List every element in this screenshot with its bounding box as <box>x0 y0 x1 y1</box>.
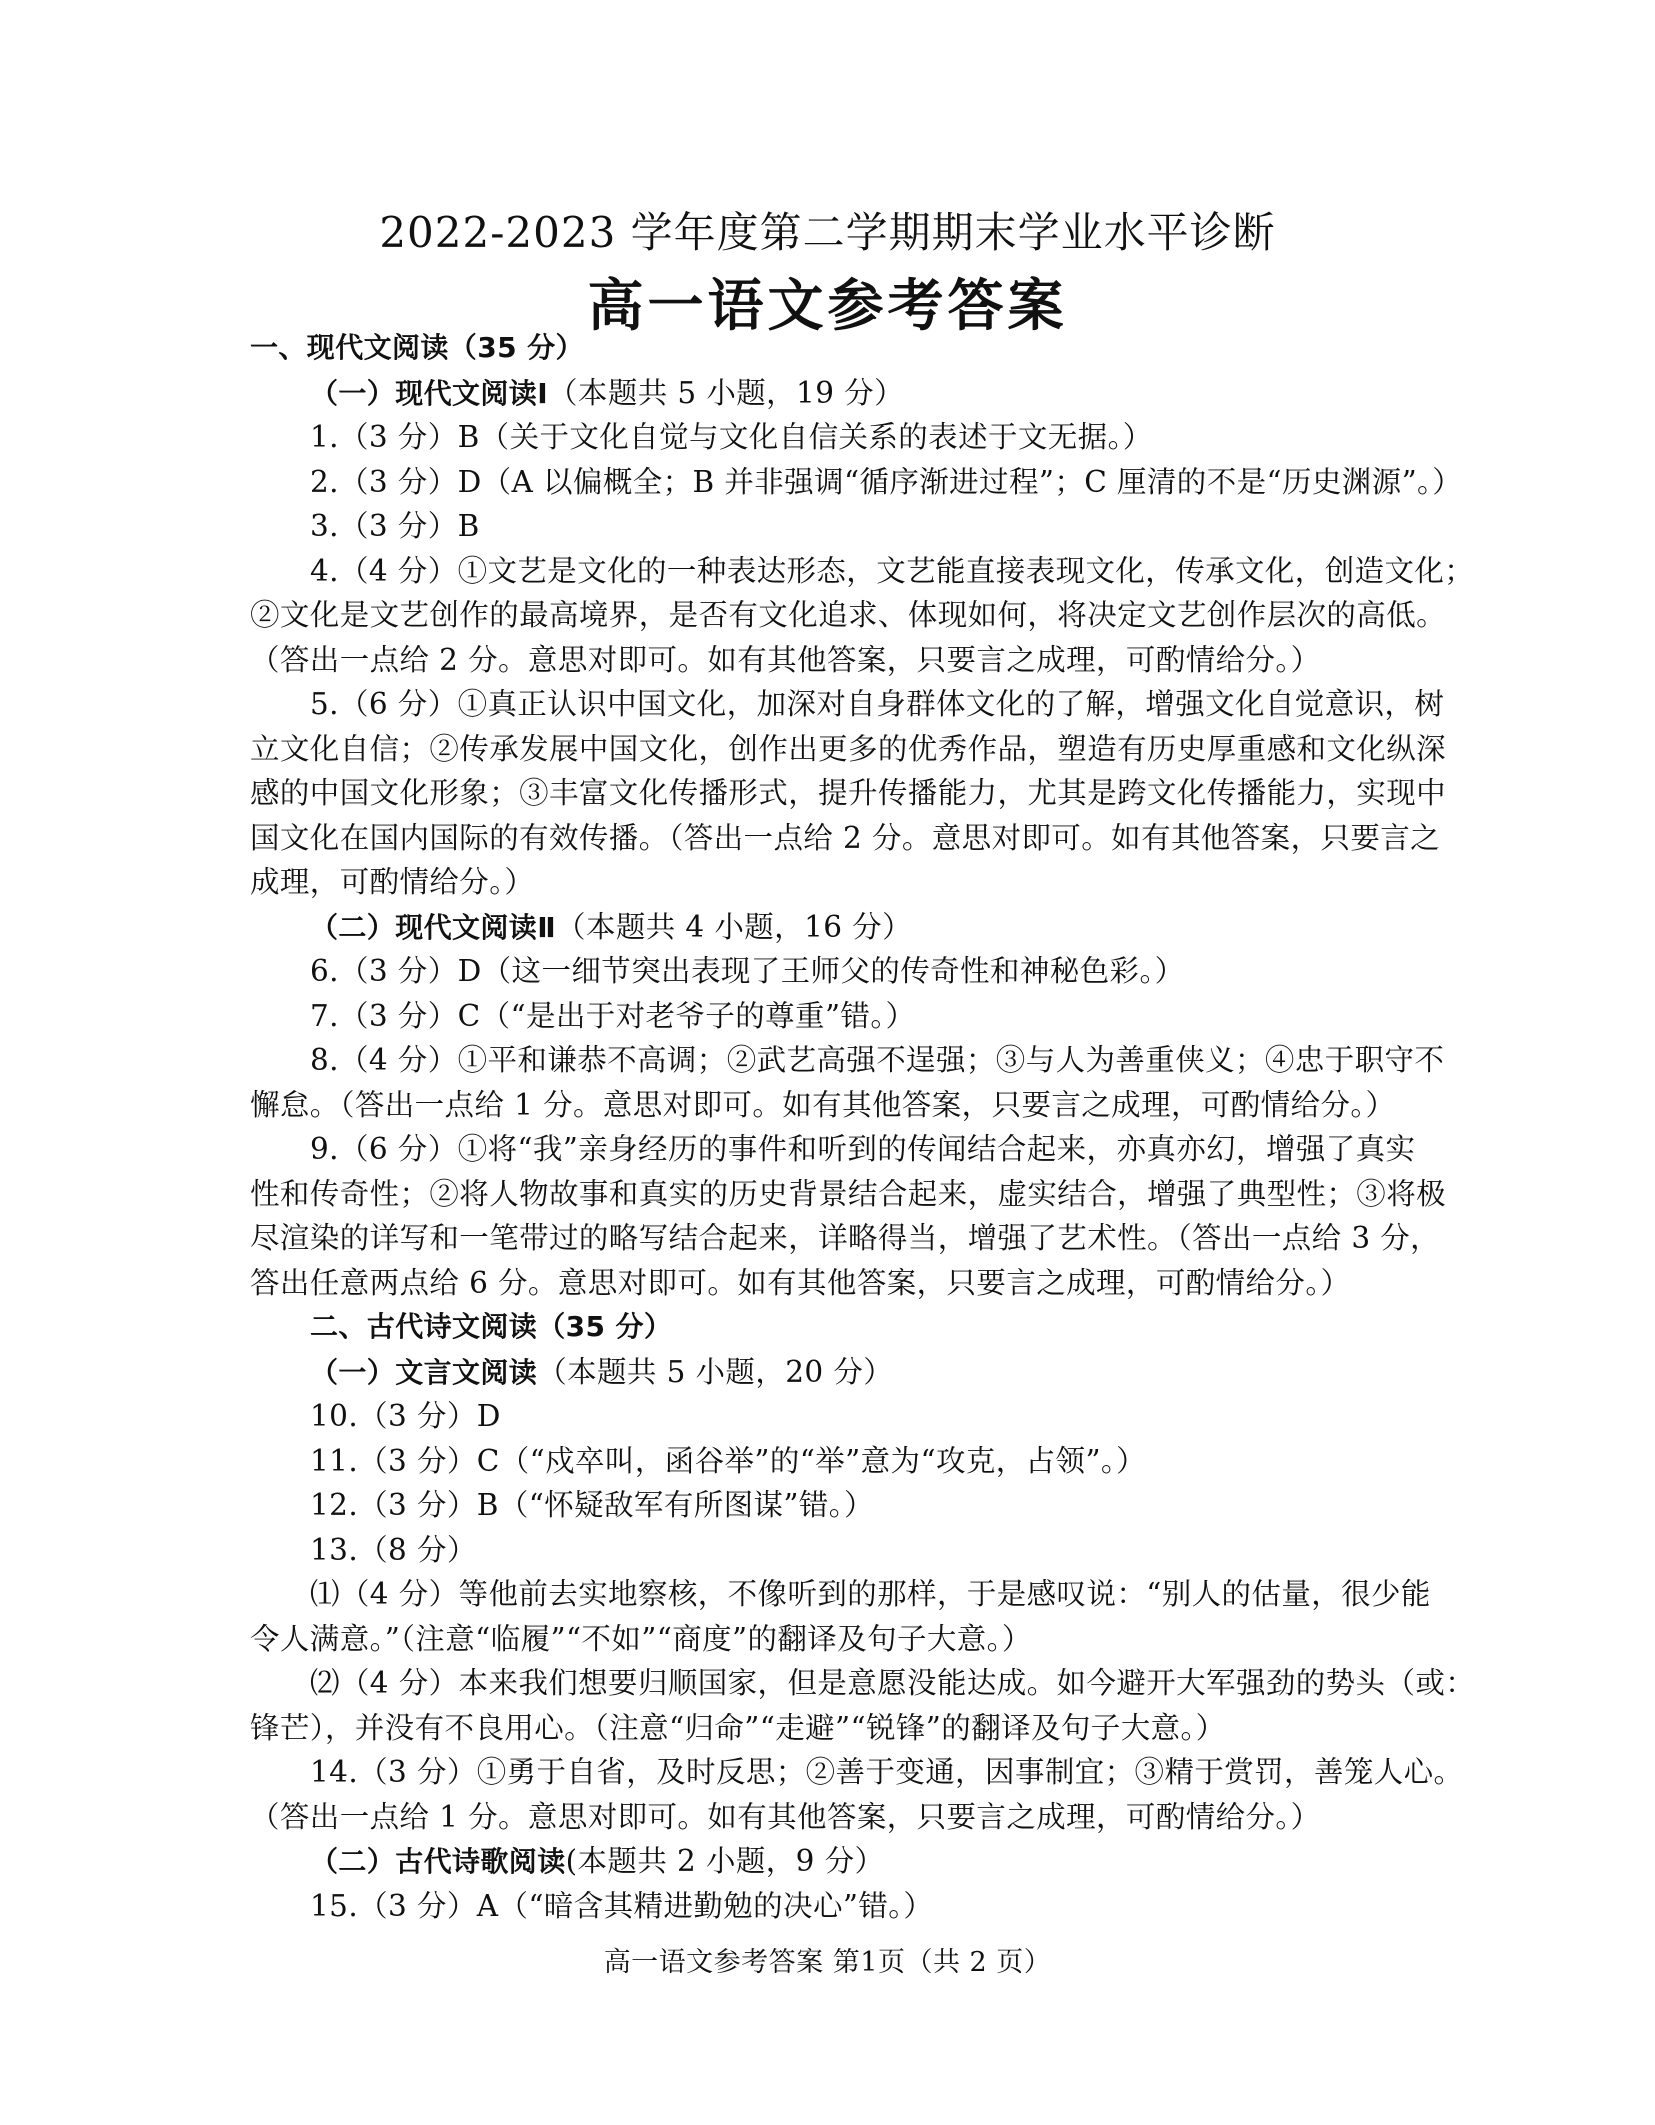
line-text: 10.（3 分）D <box>310 1399 501 1433</box>
text-line <box>250 504 1400 549</box>
text-line <box>250 905 1400 950</box>
text-line <box>250 727 1447 772</box>
line-text: 14.（3 分）①勇于自省，及时反思；②善于变通，因事制宜；③精于赏罚，善笼人心。 <box>310 1755 1464 1789</box>
line-text: （答出一点给 2 分。意思对即可。如有其他答案，只要言之成理，可酌情给分。） <box>250 642 1321 677</box>
line-text: 5.（6 分）①真正认识中国文化，加深对自身群体文化的了解，增强文化自觉意识，树 <box>310 687 1445 721</box>
exam-title: 2022-2023 学年度第二学期期末学业水平诊断 <box>379 208 1276 257</box>
line-text: （本题共 4 小题，16 分） <box>556 909 912 944</box>
text-line <box>250 638 1400 683</box>
line-text: 令人满意。”（注意“临履”“不如”“商度”的翻译及句子大意。） <box>250 1621 1032 1656</box>
text-line <box>250 1350 1400 1395</box>
line-text: 一、现代文阅读（35 分） <box>250 331 584 364</box>
line-text: 4.（4 分）①文艺是文化的一种表达形态，文艺能直接表现文化，传承文化，创造文化； <box>310 553 1475 588</box>
section-label: （二）古代诗歌阅读 <box>310 1845 566 1878</box>
line-text: 3.（3 分）B <box>310 509 480 543</box>
text-line <box>250 1661 1476 1706</box>
line-text: 尽渲染的详写和一笔带过的略写结合起来，详略得当，增强了艺术性。（答出一点给 3 分， <box>250 1221 1441 1255</box>
line-text: 答出任意两点给 6 分。意思对即可。如有其他答案，只要言之成理，可酌情给分。） <box>250 1265 1351 1300</box>
line-text: 2.（3 分）D（A 以偏概全；B 并非强调“循序渐进过程”；C 厘清的不是“历史渊源”。） <box>310 464 1463 499</box>
section-label: （一）文言文阅读 <box>310 1355 538 1389</box>
line-text: 7.（3 分）C（“是出于对老爷子的尊重”错。） <box>310 998 916 1033</box>
line-text: (本题共 2 小题，9 分） <box>565 1844 885 1878</box>
line-text: 感的中国文化形象；③丰富文化传播形式，提升传播能力，尤其是跨文化传播能力，实现中 <box>250 776 1447 810</box>
page-footer: 高一语文参考答案 第1页（共 2 页） <box>603 1947 1052 1978</box>
line-text: 9.（6 分）①将“我”亲身经历的事件和听到的传闻结合起来，亦真亦幻，增强了真实 <box>310 1132 1416 1166</box>
text-line <box>250 1083 1400 1128</box>
section-label: （一）现代文阅读Ⅰ <box>310 376 549 410</box>
text-line <box>250 326 1400 371</box>
line-text: （本题共 5 小题，20 分） <box>537 1354 894 1389</box>
line-text: 6.（3 分）D（这一细节突出表现了王师父的传奇性和神秘色彩。） <box>310 954 1185 988</box>
line-text: 11.（3 分）C（“戍卒叫，函谷举”的“举”意为“攻克，占领”。） <box>310 1443 1146 1478</box>
text-line <box>250 860 1400 905</box>
text-line <box>250 816 1441 861</box>
line-text: （答出一点给 1 分。意思对即可。如有其他答案，只要言之成理，可酌情给分。） <box>250 1799 1321 1834</box>
line-text: ②文化是文艺创作的最高境界，是否有文化追求、体现如何，将决定文艺创作层次的高低。 <box>250 598 1447 632</box>
line-text: 性和传奇性；②将人物故事和真实的历史背景结合起来，虚实结合，增强了典型性；③将极 <box>250 1176 1447 1211</box>
text-line <box>250 1617 1400 1662</box>
line-text: 15.（3 分）A（“暗含其精进勤勉的决心”错。） <box>310 1888 934 1923</box>
line-text: 二、古代诗文阅读（35 分） <box>310 1310 673 1343</box>
text-line <box>250 549 1475 594</box>
text-line <box>250 593 1447 638</box>
text-line <box>250 1261 1400 1306</box>
line-text: 国文化在国内国际的有效传播。（答出一点给 2 分。意思对即可。如有其他答案，只要言之 <box>250 820 1441 855</box>
text-line <box>250 994 1400 1039</box>
text-line <box>250 1884 1400 1929</box>
line-text: 成理，可酌情给分。） <box>250 865 535 899</box>
text-line <box>250 1483 1400 1528</box>
line-text: （本题共 5 小题，19 分） <box>548 375 904 410</box>
text-line <box>250 771 1447 816</box>
text-line <box>250 1706 1400 1751</box>
text-line <box>250 1795 1400 1840</box>
text-line <box>250 1750 1464 1795</box>
text-line <box>250 1305 1400 1350</box>
text-line <box>250 1127 1416 1172</box>
text-line <box>250 1216 1441 1261</box>
text-line <box>250 1439 1400 1484</box>
line-text: 13.（8 分） <box>310 1532 477 1567</box>
text-line <box>250 371 1400 416</box>
line-text: 1.（3 分）B（关于文化自觉与文化自信关系的表述于文无据。） <box>310 420 1153 454</box>
line-text: 12.（3 分）B（“怀疑敌军有所图谋”错。） <box>310 1488 874 1522</box>
section-label: （二）现代文阅读Ⅱ <box>310 910 557 944</box>
line-text: 锋芒），并没有不良用心。（注意“归命”“走避”“锐锋”的翻译及句子大意。） <box>250 1710 1226 1745</box>
text-line <box>250 1038 1445 1083</box>
text-line <box>250 1572 1431 1617</box>
text-line <box>250 415 1400 460</box>
line-text: 懈怠。（答出一点给 1 分。意思对即可。如有其他答案，只要言之成理，可酌情给分。） <box>250 1087 1396 1122</box>
text-line <box>250 1394 1400 1439</box>
text-line <box>250 1839 1400 1884</box>
text-line <box>250 949 1400 994</box>
text-line <box>250 682 1445 727</box>
line-text: 8.（4 分）①平和谦恭不高调；②武艺高强不逞强；③与人为善重侠义；④忠于职守不 <box>310 1043 1445 1077</box>
document-title: 高一语文参考答案 <box>587 274 1068 339</box>
line-text: 立文化自信；②传承发展中国文化，创作出更多的优秀作品，塑造有历史厚重感和文化纵深 <box>250 731 1447 766</box>
line-text: ⑴（4 分）等他前去实地察核，不像听到的那样，于是感叹说：“别人的估量，很少能 <box>310 1577 1431 1611</box>
text-line <box>250 1528 1400 1573</box>
line-text: ⑵（4 分）本来我们想要归顺国家，但是意愿没能达成。如今避开大军强劲的势头（或： <box>310 1666 1476 1700</box>
answer-body <box>250 326 1476 1928</box>
text-line <box>250 460 1463 505</box>
text-line <box>250 1172 1447 1217</box>
